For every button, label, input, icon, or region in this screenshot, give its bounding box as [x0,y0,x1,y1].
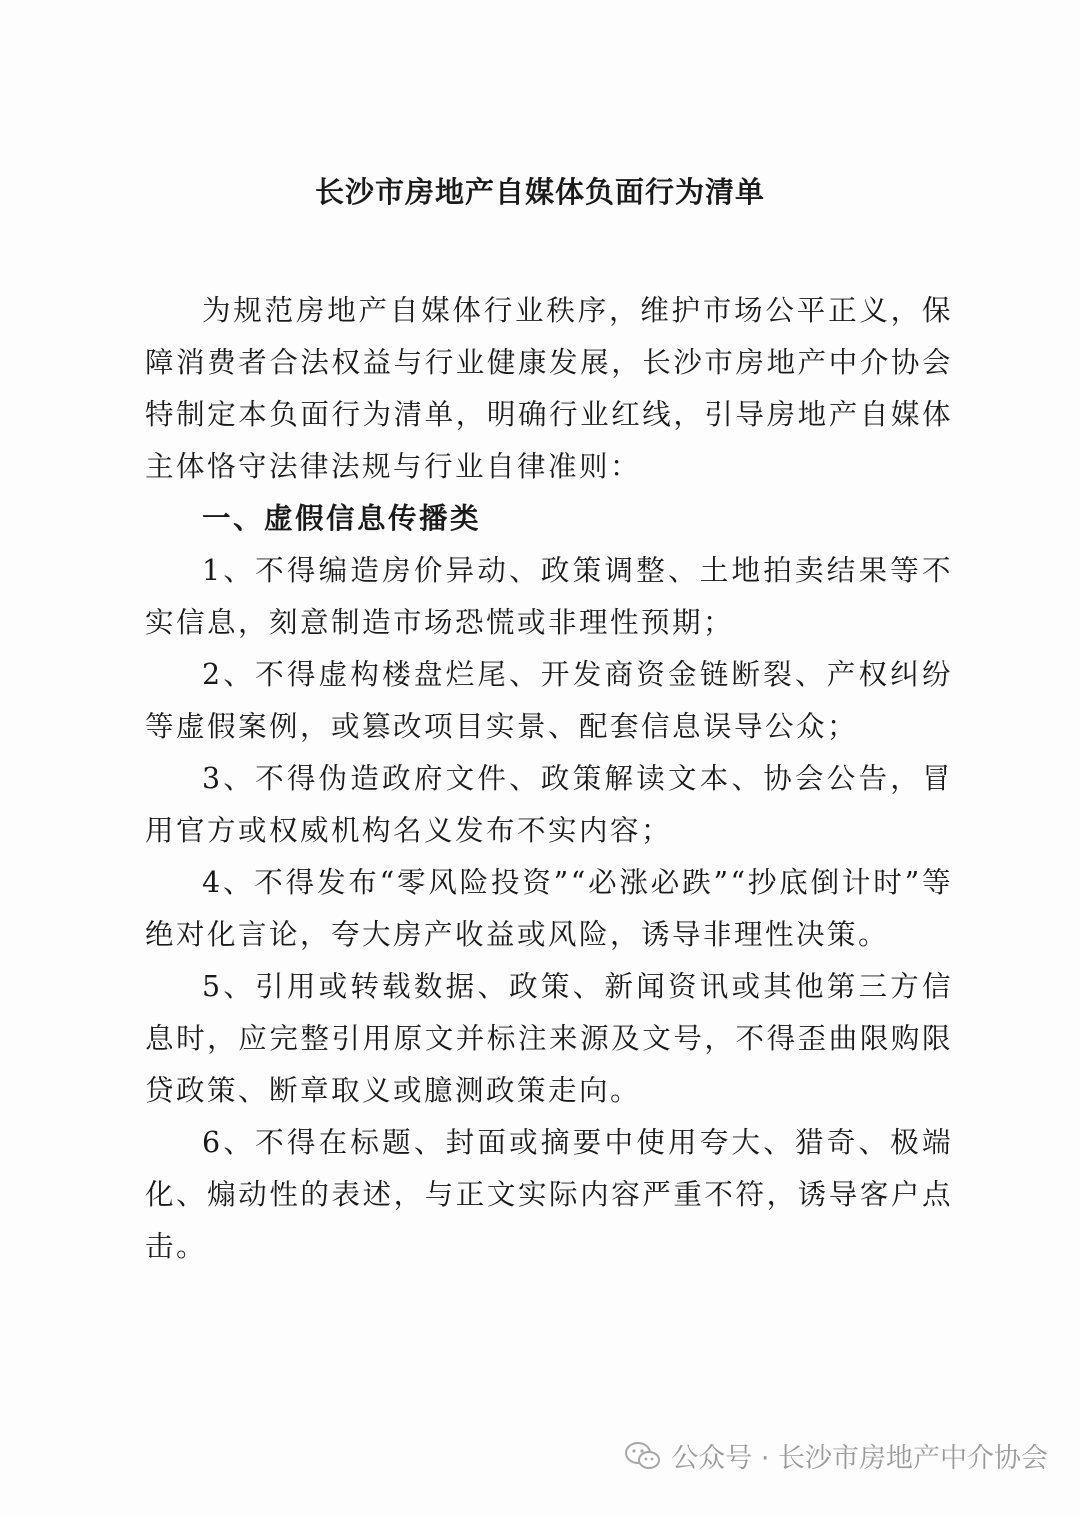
list-item: 6、不得在标题、封面或摘要中使用夸大、猎奇、极端化、煽动性的表述，与正文实际内容严重不符，诱导客户点击。 [145,1126,953,1263]
list-item: 3、不得伪造政府文件、政策解读文本、协会公告，冒用官方或权威机构名义发布不实内容； [145,762,953,847]
document-title: 长沙市房地产自媒体负面行为清单 [314,175,765,209]
wechat-icon [625,1441,661,1471]
section-heading: 一、虚假信息传播类 [202,502,482,535]
list-item: 2、不得虚构楼盘烂尾、开发商资金链断裂、产权纠纷等虚假案例，或篡改项目实景、配套信息误导公众； [145,658,953,743]
watermark [625,1436,1048,1475]
list-item: 4、不得发布“零风险投资”“必涨必跌”“抄底倒计时”等绝对化言论，夸大房产收益或风险，诱导非理性决策。 [145,866,953,951]
list-item: 1、不得编造房价异动、政策调整、土地拍卖结果等不实信息，刻意制造市场恐慌或非理性预期； [145,554,953,639]
intro-paragraph: 为规范房地产自媒体行业秩序，维护市场公平正义，保障消费者合法权益与行业健康发展，长沙市房地产中介协会特制定本负面行为清单，明确行业红线，引导房地产自媒体主体恪守法律法规与行业自律准则： [145,294,953,483]
document-body [145,285,953,1273]
list-item: 5、引用或转载数据、政策、新闻资讯或其他第三方信息时，应完整引用原文并标注来源及文号，不得歪曲限购限贷政策、断章取义或臆测政策走向。 [145,970,953,1107]
watermark-text: 公众号 · 长沙市房地产中介协会 [671,1443,1048,1474]
